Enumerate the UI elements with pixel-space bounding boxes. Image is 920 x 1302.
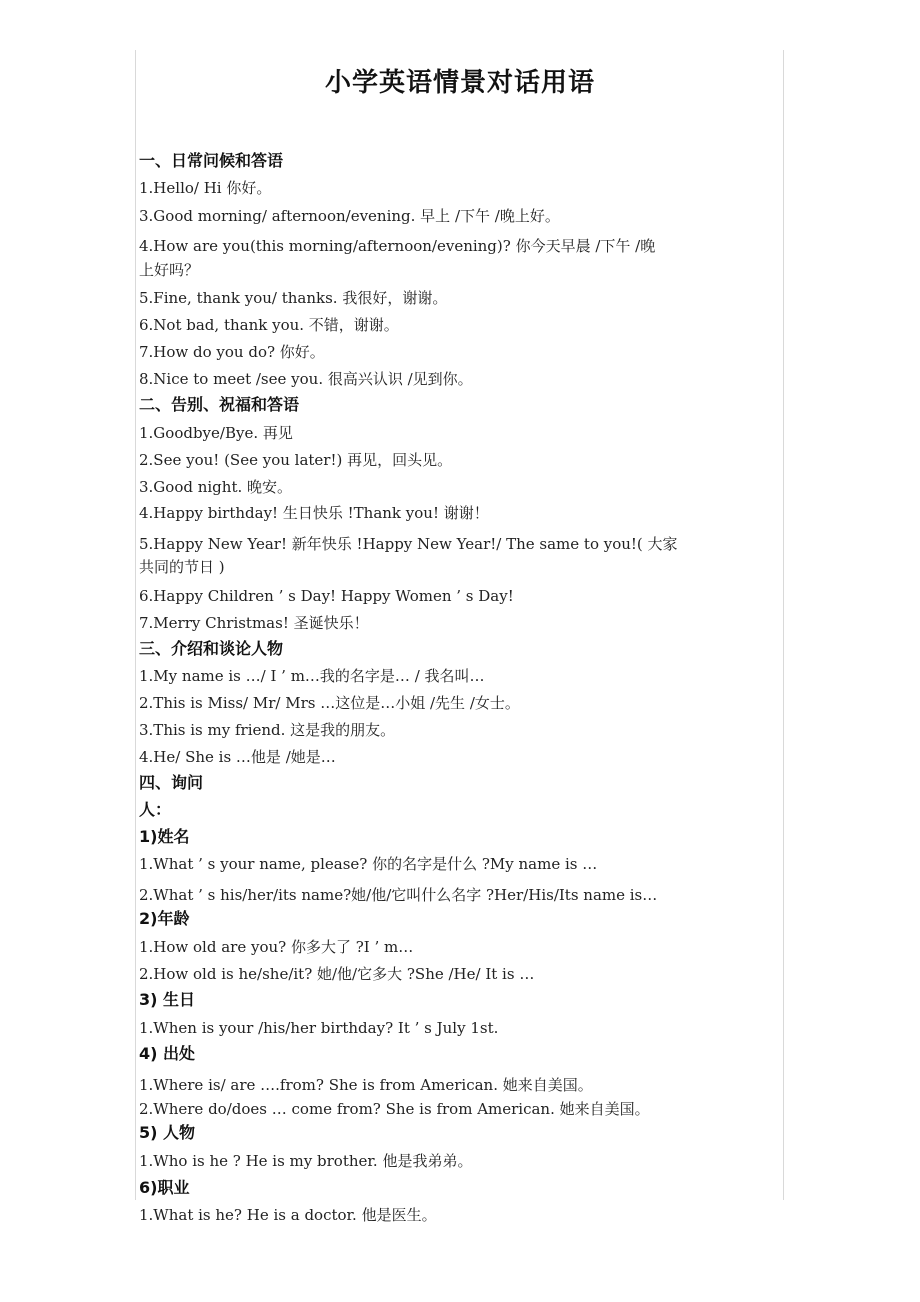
text-line: 1.What ’ s your name, please? 你的名字是什么 ?My name is … (139, 855, 598, 873)
subheading: 4) 出处 (139, 1044, 196, 1063)
subheading: 3) 生日 (139, 990, 196, 1009)
text-line: 1.How old are you? 你多大了 ?I ’ m… (139, 938, 414, 956)
text-line: 2.See you! (See you later!) 再见，回头见。 (139, 451, 453, 469)
text-line: 2.This is Miss/ Mr/ Mrs …这位是…小姐 /先生 /女士。 (139, 694, 520, 712)
page-right-border (783, 50, 784, 1200)
text-line: 1.When is your /his/her birthday? It ’ s July 1st. (139, 1019, 499, 1037)
text-line: 1.My name is …/ I ’ m…我的名字是… / 我名叫… (139, 667, 485, 685)
text-line: 5.Happy New Year! 新年快乐 !Happy New Year!/ The same to you!( 大家 (139, 535, 678, 553)
text-line: 3.Good morning/ afternoon/evening. 早上 /下午 /晚上好。 (139, 207, 560, 225)
text-line: 1.Who is he ? He is my brother. 他是我弟弟。 (139, 1152, 473, 1170)
section-heading: 二、告别、祝福和答语 (139, 395, 300, 414)
subheading: 5) 人物 (139, 1123, 196, 1142)
text-line: 2.What ’ s his/her/its name?她/他/它叫什么名字 ?Her/His/Its name is… (139, 886, 658, 904)
section-heading: 四、询问 (139, 773, 204, 792)
subheading: 2)年龄 (139, 909, 190, 928)
text-line: 4.How are you(this morning/afternoon/evening)? 你今天早晨 /下午 /晚 (139, 237, 656, 255)
text-line: 6.Happy Children ’ s Day! Happy Women ’ s Day! (139, 587, 514, 605)
page-left-border (135, 50, 136, 1200)
text-line: 1.What is he? He is a doctor. 他是医生。 (139, 1206, 437, 1224)
text-line: 上好吗？ (139, 261, 200, 279)
text-line: 4.Happy birthday! 生日快乐 !Thank you! 谢谢！ (139, 504, 489, 522)
section-heading: 三、介绍和谈论人物 (139, 639, 284, 658)
text-line: 1.Goodbye/Bye. 再见 (139, 424, 293, 442)
text-line: 8.Nice to meet /see you. 很高兴认识 /见到你。 (139, 370, 473, 388)
text-line: 3.This is my friend. 这是我的朋友。 (139, 721, 396, 739)
text-line: 7.How do you do? 你好。 (139, 343, 325, 361)
text-line: 7.Merry Christmas! 圣诞快乐！ (139, 614, 369, 632)
subheading: 6)职业 (139, 1178, 190, 1197)
text-line: 3.Good night. 晚安。 (139, 478, 293, 496)
subheading: 1)姓名 (139, 827, 190, 846)
section-heading: 一、日常问候和答语 (139, 151, 284, 170)
text-line: 共同的节日 ) (139, 558, 225, 576)
text-line: 2.How old is he/she/it? 她/他/它多大 ?She /He/ It is … (139, 965, 535, 983)
subheading: 人： (139, 800, 172, 819)
text-line: 1.Where is/ are ….from? She is from American. 她来自美国。 (139, 1076, 593, 1094)
document-title: 小学英语情景对话用语 (324, 68, 595, 98)
text-line: 2.Where do/does … come from? She is from American. 她来自美国。 (139, 1100, 650, 1118)
text-line: 4.He/ She is …他是 /她是… (139, 748, 336, 766)
text-line: 5.Fine, thank you/ thanks. 我很好，谢谢。 (139, 289, 448, 307)
text-line: 6.Not bad, thank you. 不错，谢谢。 (139, 316, 399, 334)
text-line: 1.Hello/ Hi 你好。 (139, 179, 272, 197)
